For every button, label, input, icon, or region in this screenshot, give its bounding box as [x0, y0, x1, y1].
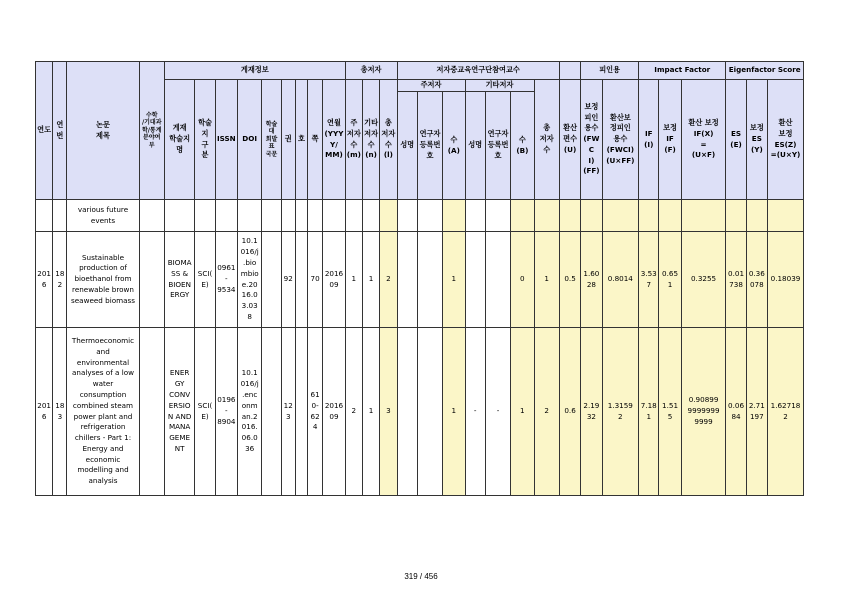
header-name-a: 성명	[397, 92, 417, 200]
header-count-a: 수 (A)	[443, 92, 465, 200]
cell-category: SCI( E)	[195, 328, 215, 496]
header-name-b: 성명	[465, 92, 485, 200]
cell-serial: 18 3	[53, 328, 67, 496]
table-row	[36, 328, 804, 496]
cell-issue	[295, 328, 307, 496]
cell-total-participating: 1	[534, 232, 559, 328]
cell-committee	[262, 328, 281, 496]
header-blank	[559, 62, 580, 80]
header-pub-date: 연월 (YYYY/ MM)	[323, 80, 345, 200]
header-serial: 연번	[53, 62, 67, 200]
header-doi: DOI	[238, 80, 262, 200]
cell-title: Thermoeconomic and environmental analyses of a low water consumption combined steam power plant and refrigeration chillers - Part 1: Energy and economic modelling and analysis	[67, 328, 139, 496]
header-reg-b: 연구자 등록번 호	[485, 92, 510, 200]
cell-math-flag	[139, 328, 164, 496]
cell-committee	[262, 232, 281, 328]
cell-if-adjusted: 0.65 1	[659, 232, 681, 328]
cell-date: 2016 09	[323, 232, 345, 328]
cell-issn: 0961 - 9534	[215, 232, 237, 328]
cell-issn: 0196 - 8904	[215, 328, 237, 496]
header-converted-count: 환산 편수 (U)	[559, 80, 580, 200]
header-total-participating: 총 저자 수	[534, 80, 559, 200]
cell-date: 2016 09	[323, 328, 345, 496]
header-es: ES (E)	[726, 80, 746, 200]
title-continuation: various future events	[67, 200, 139, 232]
header-if-adjusted: 보정 IF (F)	[659, 80, 681, 200]
cell-if-adjusted: 1.51 5	[659, 328, 681, 496]
cell-es-converted: 1.627182	[768, 328, 804, 496]
header-fwci: 보정 피인 용수 (FWC I) (FF)	[581, 80, 602, 200]
header-volume: 권	[281, 80, 295, 200]
cell-doi: 10.1 016/j .bio mbio e.20 16.0 3.03 8	[238, 232, 262, 328]
cell-if-converted: 0.3255	[681, 232, 726, 328]
header-if-converted: 환산 보정 IF(X) = (U×F)	[681, 80, 726, 200]
cell-count-b: 1	[511, 328, 534, 496]
table-row	[36, 232, 804, 328]
cell-es-adjusted: 0.36 078	[746, 232, 767, 328]
header-year: 연도	[36, 62, 53, 200]
cell-volume: 12 3	[281, 328, 295, 496]
header-other-authors: 기타 저자 수 (n)	[362, 80, 379, 200]
cell-reg-b	[485, 232, 510, 328]
header-es-converted: 환산 보정 ES(Z) =(U×Y)	[768, 80, 804, 200]
header-reg-a: 연구자 등록번 호	[417, 92, 442, 200]
cell-year: 201 6	[36, 232, 53, 328]
cell-reg-b: -	[485, 328, 510, 496]
cell-page: 61 0- 62 4	[308, 328, 323, 496]
header-sub-first: 주저자	[397, 80, 465, 92]
cell-es-converted: 0.18039	[768, 232, 804, 328]
cell-count-a: 1	[443, 232, 465, 328]
cell-es: 0.06 84	[726, 328, 746, 496]
cell-other-authors: 1	[362, 232, 379, 328]
cell-name-b: -	[465, 328, 485, 496]
header-journal: 게재 학술지 명	[164, 80, 194, 200]
cell-category: SCI( E)	[195, 232, 215, 328]
cell-title: Sustainable production of bioethanol from renewable brown seaweed biomass	[67, 232, 139, 328]
header-total-authors: 총 저자 수 (l)	[380, 80, 397, 200]
header-es-adjusted: 보정 ES (Y)	[746, 80, 767, 200]
header-math-flag: 수학 /기대과 학/통계 분야여 부	[139, 62, 164, 200]
header-group-publication: 게재정보	[164, 62, 345, 80]
cell-if: 7.18 1	[639, 328, 659, 496]
header-group-eigenfactor: Eigenfactor Score	[726, 62, 804, 80]
header-issue: 호	[295, 80, 307, 200]
cell-if: 3.53 7	[639, 232, 659, 328]
header-committee: 학술대 회발표 국문	[262, 80, 281, 200]
cell-journal: BIOMA SS & BIOEN ERGY	[164, 232, 194, 328]
header-group-authors: 총저자	[345, 62, 397, 80]
cell-page: 70	[308, 232, 323, 328]
header-fwci-converted: 환산보 정피인 용수 (FWCI) (U×FF)	[602, 80, 639, 200]
cell-journal: ENER GY CONV ERSIO N AND MANA GEME NT	[164, 328, 194, 496]
header-page: 쪽	[308, 80, 323, 200]
header-first-authors: 주 저자 수 (m)	[345, 80, 362, 200]
cell-converted-count: 0.6	[559, 328, 580, 496]
cell-converted-count: 0.5	[559, 232, 580, 328]
cell-count-a: 1	[443, 328, 465, 496]
cell-reg-a	[417, 232, 442, 328]
cell-first-authors: 2	[345, 328, 362, 496]
cell-fwci: 1.60 28	[581, 232, 602, 328]
cell-year: 201 6	[36, 328, 53, 496]
header-count-b: 수 (B)	[511, 92, 534, 200]
header-group-impact-factor: Impact Factor	[639, 62, 726, 80]
cell-fwci-converted: 0.8014	[602, 232, 639, 328]
cell-other-authors: 1	[362, 328, 379, 496]
cell-name-b	[465, 232, 485, 328]
cell-doi: 10.1 016/j .enc onm an.2 016. 06.0 36	[238, 328, 262, 496]
header-sub-other: 기타저자	[465, 80, 534, 92]
cell-total-authors: 3	[380, 328, 397, 496]
header-if: IF (I)	[639, 80, 659, 200]
cell-name-a	[397, 328, 417, 496]
cell-fwci: 2.19 32	[581, 328, 602, 496]
cell-if-converted: 0.90899 9999999 9999	[681, 328, 726, 496]
header-group-citation: 피인용	[581, 62, 639, 80]
cell-total-participating: 2	[534, 328, 559, 496]
cell-name-a	[397, 232, 417, 328]
header-category: 학술 지 구 분	[195, 80, 215, 200]
cell-issue	[295, 232, 307, 328]
cell-serial: 18 2	[53, 232, 67, 328]
cell-reg-a	[417, 328, 442, 496]
cell-fwci-converted: 1.3159 2	[602, 328, 639, 496]
cell-first-authors: 1	[345, 232, 362, 328]
header-issn: ISSN	[215, 80, 237, 200]
cell-es-adjusted: 2.71 197	[746, 328, 767, 496]
cell-count-b: 0	[511, 232, 534, 328]
page-number: 319 / 456	[404, 572, 438, 581]
paper-table	[35, 61, 804, 496]
cell-total-authors: 2	[380, 232, 397, 328]
header-group-participating: 저자중교육연구단참여교수	[397, 62, 559, 80]
cell-volume: 92	[281, 232, 295, 328]
cell-math-flag	[139, 232, 164, 328]
header-paper-title: 논문 제목	[67, 62, 139, 200]
cell-es: 0.01 738	[726, 232, 746, 328]
table-row	[36, 200, 804, 232]
